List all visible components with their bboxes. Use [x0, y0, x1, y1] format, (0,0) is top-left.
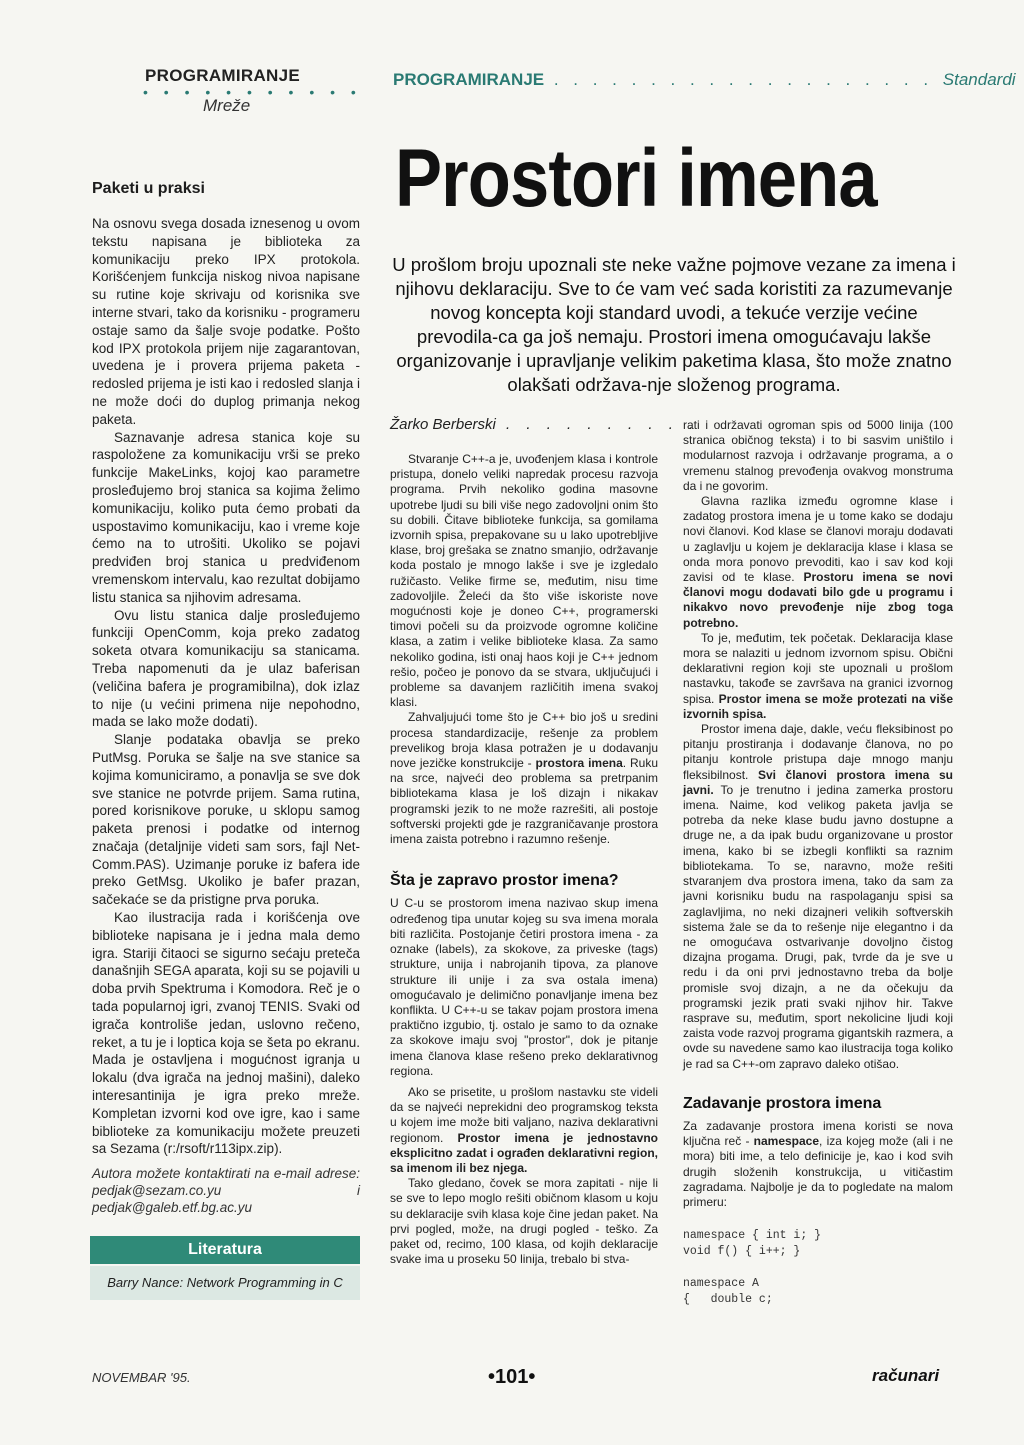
- sidebar-paragraph: Na osnovu svega dosada iznesenog u ovom tekstu napisana je biblioteka za komunikaciju preko IPX protokola. Korišćenjem funkcija niskog nivoa napisane su rutine koje skrivaju od korisnika sve interne stvari, tako da korisniku - programeru ostaje samo da šalje svoje podatke. Pošto kod IPX protokola prijem nije zagarantovan, uvedena je i provera prijema paketa - redosled prijema je isti kao i redosled slanja i ne može doći do duplog primanja nekog paketa.: [92, 216, 360, 427]
- author-contact: Autora možete kontaktirati na e-mail adrese: pedjak@sezam.co.yu i pedjak@galeb.etf.bg.ac.yu: [92, 1166, 360, 1215]
- text-run: Glavna razlika između ogromne klase i zadatog prostora imena je u tome kako se dodaju novi članovi. Kod klase se članovi moraju dodavati u zaglavlju u kojem je deklaracija klase i klasa se onda mora ponovo prevoditi, kao i sav kod koji zavisi od te klase.: [683, 494, 953, 585]
- body-paragraph: [683, 722, 953, 1072]
- section-heading: Zadavanje prostora imena: [683, 1094, 882, 1112]
- emphasis: namespace: [753, 1134, 820, 1149]
- emphasis: Prostoru imena se novi članovi mogu dodavati bilo gde u programu i nikakvo novo prevođenje nije zbog toga potrebno.: [683, 570, 954, 630]
- emphasis: Prostor imena je jednostavno eksplicitno zadat i ograđen deklarativni region, sa imenom ili bez njega.: [390, 1130, 658, 1175]
- author-name: Žarko Berberski: [390, 416, 496, 433]
- emphasis: prostora imena: [535, 756, 623, 771]
- text-run: Za zadavanje prostora imena koristi se nova ključna reč -: [683, 1118, 953, 1149]
- article-title: Prostori imena: [395, 133, 877, 224]
- text-run: . Ruku na srce, najveći deo problema sa pretrpanim bibliotekama klasa je loš dizajn i nikakav programski jezik to ne može razrešiti, ali postoje softverski projekti gde je razgraničavanje prostora imena zaista potrebno i razumno rešenje.: [390, 756, 658, 847]
- literature-title: Literatura: [90, 1236, 360, 1264]
- article-lead: U prošlom broju upoznali ste neke važne pojmove vezane za imena i njihovu deklaraciju. Sve to će vam već sada koristiti za razumevanje novog koncepta koji standard uvodi, a tekuće verzije većine prevodila-ca ga još nemaju. Prostori imena omogućavaju lakše organizovanje i upravljanje velikim paketima klasa, što može znatno olakšati održava-nje složenog programa.: [392, 254, 956, 395]
- left-section-label: PROGRAMIRANJE: [145, 66, 301, 85]
- magazine-name: računari: [872, 1366, 940, 1385]
- article-author: [390, 416, 699, 433]
- code-example: namespace { int i; } void f() { i++; } namespace A { double c;: [683, 1229, 822, 1307]
- sidebar-paragraph: Kao ilustracija rada i korišćenja ove biblioteke napisana je i jedna mala demo igra. Stariji čitaoci se sigurno sećaju preteča današnjih SEGA aparata, koji su se pojavili u doba prvih Spektruma i Komodora. Reč je o tada popularnoj igri, zvanoj TENIS. Svaki od igrača kontroliše jedan, uslovno rečeno, reket, a tu je i loptica koja se šeta po ekranu. Mada je ostavljena i mogućnost igranja u lokalu (dva igrača na jednoj mašini), daleko interesantinija je igra preko mreže. Kompletan izvorni kod ove igre, kao i same biblioteke za komunikaciju možete preuzeti sa Sezama (r:/rsoft/r113ipx.zip).: [92, 910, 360, 1157]
- right-section-header: [393, 70, 1016, 90]
- sidebar-body: [92, 215, 360, 1158]
- body-paragraph: Tako gledano, čovek se mora zapitati - nije li se sve to lepo moglo rešiti običnom klasom u koju su deklaracije svih klasa koje čine jedan paket. Na prvi pogled, može, na drugi pogled - teško. Za paket od, recimo, 100 klasa, od kojih deklaracije svake ima u proseku 50 linija, trebalo bi stva-: [390, 1176, 658, 1267]
- left-section-dots: • • • • • • • • • • •: [143, 84, 362, 100]
- right-subsection-label: Standardi: [942, 70, 1016, 89]
- literature-reference: Barry Nance: Network Programming in C: [90, 1266, 360, 1300]
- author-dots: . . . . . . . . . .: [495, 416, 700, 433]
- sidebar-paragraph: Slanje podataka obavlja se preko PutMsg. Poruka se šalje na sve stanice sa kojima komuniciramo, a ponavlja se sve dok sve stanice ne potvrde prijem. Sama rutina, pored korisnikove poruke, u sklopu samog paketa prenosi i podatke od internog značaja (detaljnije videti sam sors, fajl Net-Comm.PAS). Uzimanje poruke iz bafera ide preko GetMsg. Ukoliko je bafer prazan, sačekaće se da pristigne prva poruka.: [92, 732, 360, 908]
- section-heading: Šta je zapravo prostor imena?: [390, 872, 619, 890]
- body-paragraph: U C-u se prostorom imena nazivao skup imena određenog tipa unutar kojeg su sva imena morala biti različita. Postojanje četiri prostora imena - za oznake (labels), za skokove, za priveske (tags) strukture, unija i nabrojanih tipova, za planove strukture ili unije i za sva ostala imena) omogućavalo je delimično ponavljanje imena bez konflikta. U C++-u se takav pojam prostora imena praktično izgubio, tj. ostalo je samo to da oznake za skokove imaju svoj "prostor", dok je pitanje imena članova klase rešeno preko deklarativnog regiona.: [390, 896, 658, 1078]
- body-paragraph: [683, 631, 953, 722]
- emphasis: Svi članovi prostora imena su javni.: [683, 767, 953, 797]
- sidebar-paragraph: Ovu listu stanica dalje prosleđujemo funkciji OpenComm, koja preko zadatog soketa otvara komunikaciju sa stanicama. Treba napomenuti da je ulaz baferisan (veličina bafera je programibilna), dok izlaz to nije (u većini primena nije nepohodno, mada se lako može dodati).: [92, 607, 360, 730]
- emphasis: Prostor imena se može protezati na više izvornih spisa.: [683, 691, 953, 721]
- body-paragraph: Stvaranje C++-a je, uvođenjem klasa i kontrole pristupa, donelo veliki napredak procesu razvoja programa. Prvih nekoliko godina masovne upotrebe ljudi su bili više nego zadovoljni onim što su dobili. Čitave biblioteke funkcija, sa gomilama izvornih spisa, prepakovane su u lako upotrebljive klase, broj grešaka se znatno smanjio, održavanje koda postalo je mnogo lakše i sve je izgledalo ružičasto. Velike firme se, međutim, nisu time zadovoljile. Želeći da što više iskoriste nove mogućnosti koje je doneo C++, programerski timovi počeli su da proizvode ogromne količine klasa, a zatim i velike biblioteke klasa. Za samo nekoliko godina, isti onaj haos koji je C++ jednom rešio, počeo je ponovo da se stvara, uključujući i probleme sa davanjem različitih imena svakoj klasi.: [390, 452, 658, 710]
- body-paragraph: [683, 1119, 953, 1210]
- left-subsection-label: Mreže: [203, 96, 251, 115]
- body-paragraph: rati i održavati ogroman spis od 5000 linija (100 stranica običnog teksta) i to bi sasvim uništilo i modularnost razvoja i održavanje programa, a o vremenu stalnog prevođenja ovakvog monstruma da i ne govorim.: [683, 418, 953, 493]
- text-run: Ako se prisetite, u prošlom nastavku ste videli da se najveći neprekidni deo programskog teksta u kojem ime može biti valjano, naziva deklarativni regionom.: [390, 1084, 658, 1145]
- issue-date: NOVEMBAR '95.: [92, 1370, 191, 1385]
- text-run: Prostor imena daje, dakle, veću fleksibinost po pitanju prostiranja i dodavanje članova, no po pitanju kontrole pristupa daje mnogo manju fleksibilnost.: [683, 722, 953, 782]
- sidebar-paragraph: Saznavanje adresa stanica koje su raspoložene za komunikaciju vrši se preko funkcije MakeLinks, kojoj kao parametre prosleđujemo broj stanica sa kojima želimo komunikaciju, koliko puta ćemo probati da uspostavimo komunikaciju, kao i vreme koje ćemo na to utrošiti. Ukoliko se pojavi predviđen broj stanica u predviđenom vremenskom intervalu, kao rezultat dobijamo listu stanica sa njihovim adresama.: [92, 429, 360, 605]
- body-paragraph: [390, 710, 658, 847]
- body-paragraph: [390, 1085, 658, 1176]
- right-section-dots: . . . . . . . . . . . . . . . . . . . .: [544, 70, 943, 89]
- text-run: To je trenutno i jedina zamerka prostoru imena. Naime, kod velikog paketa javlja se potreba da neke klase budu javno dostupne a druge ne, a da ipak budu organizovane u prostor imena, kako bi se izbegli konflikti sa raznim bibliotekama. To se, naravno, može rešiti stvaranjem dva prostora imena, tako da sam za javni korisniku budu na raspolaganju spisi sa zaglavljima, no neki dizajneri velikih softverskih sistema žale se da to rešenje nije elegantno i da ne omogućava ostvarivanje dovoljno čistog dizajna progama. Drugi, pak, tvrde da je sve u redu i da oni prvi jednostavno treba da bolje promisle svoj dizajn, a ne da očekuju da programski jezik prati svaki njihov hir. Takve rasprave su, međutim, sport nekolicine ljudi koji zaista vode razvoj programa gigantskih razmera, a ovde su navedene samo kao ilustracija toga koliko je rad sa C++-om zapravo daleko otišao.: [683, 782, 953, 1071]
- body-paragraph: [683, 494, 953, 631]
- article-column-2: [683, 418, 953, 1308]
- page-number: •101•: [488, 1366, 536, 1388]
- right-section-label: PROGRAMIRANJE: [393, 70, 545, 89]
- article-column-1: [390, 452, 658, 1267]
- text-run: Zahvaljujući tome što je C++ bio još u sredini procesa standardizacije, rešenje za problem prevelikog broja klasa potražen je u dodavanju nove jezičke konstrukcije -: [390, 710, 658, 771]
- text-run: To je, međutim, tek početak. Deklaracija klase mora se nalaziti u jednom izvornom spisu. Obični deklarativni region koji ste upoznali u prošlom nastavku, takođe se završava na granici izvornog spisa.: [683, 630, 953, 706]
- text-run: , iza kojeg može (ali i ne mora) biti ime, a telo definicije je, kao i kod svih drugih složenih konstrukcija, u vitičastim zagradama. Najbolje je da to pogledate na malom primeru:: [683, 1134, 953, 1209]
- sidebar-heading: Paketi u praksi: [92, 180, 205, 197]
